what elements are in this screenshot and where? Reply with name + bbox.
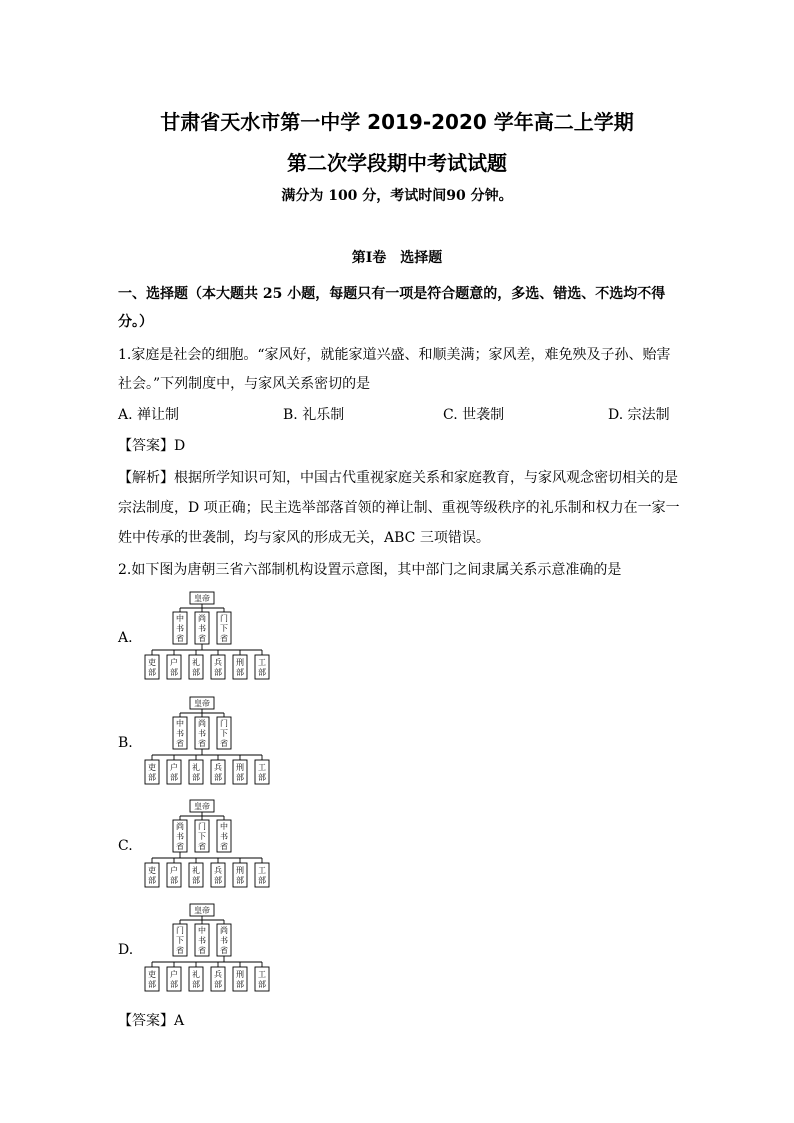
- q2-option-c-label: C.: [118, 838, 133, 854]
- q2-option-a-diagram: [145, 592, 275, 680]
- department-label-3-char: 部: [192, 980, 200, 989]
- department-label-1-char: 部: [148, 876, 156, 885]
- department-label-5-char: 部: [236, 668, 244, 677]
- province-label-3-char: 中: [220, 822, 228, 831]
- department-label-2-char: 部: [170, 773, 178, 782]
- province-label-1-char: 门: [176, 926, 184, 935]
- emperor-label: 皇帝: [194, 906, 210, 915]
- department-label-5-char: 部: [236, 773, 244, 782]
- department-label-2-char: 户: [170, 866, 178, 875]
- q1-option-d: D. 宗法制: [608, 407, 670, 423]
- department-label-2-char: 部: [170, 980, 178, 989]
- department-label-5-char: 部: [236, 876, 244, 885]
- province-label-2-char: 书: [198, 729, 206, 738]
- province-label-1-char: 书: [176, 624, 184, 633]
- province-label-3-char: 书: [220, 832, 228, 841]
- department-label-4-char: 兵: [214, 763, 222, 772]
- instructions-line2: 分。）: [118, 314, 153, 330]
- q1-stem-line2: 社会。”下列制度中，与家风关系密切的是: [118, 376, 371, 392]
- q2-option-d-label: D.: [118, 942, 134, 958]
- province-label-2-char: 书: [198, 624, 206, 633]
- department-label-4-char: 部: [214, 980, 222, 989]
- province-label-1-char: 下: [176, 936, 184, 945]
- province-label-3: [220, 613, 228, 643]
- department-label-3-char: 部: [192, 773, 200, 782]
- province-label-1-char: 省: [176, 634, 184, 643]
- province-label-3: [220, 718, 228, 748]
- province-label-2-char: 书: [198, 936, 206, 945]
- department-label-1-char: 部: [148, 773, 156, 782]
- department-label-4-char: 部: [214, 773, 222, 782]
- department-label-4-char: 兵: [214, 970, 222, 979]
- exam-title-line2: 第二次学段期中考试试题: [287, 151, 507, 175]
- province-label-2-char: 下: [198, 832, 206, 841]
- province-label-3: [220, 821, 228, 851]
- department-label-3-char: 礼: [192, 658, 200, 667]
- department-label-1-char: 吏: [148, 866, 156, 875]
- department-label-6-char: 部: [258, 773, 266, 782]
- emperor-label: 皇帝: [194, 594, 210, 603]
- emperor-label: 皇帝: [194, 802, 210, 811]
- province-label-3-char: 省: [220, 634, 228, 643]
- department-label-2-char: 户: [170, 763, 178, 772]
- department-label-5-char: 刑: [236, 658, 244, 667]
- q2-option-d-diagram: [145, 904, 275, 992]
- province-label-2-char: 省: [198, 946, 206, 955]
- section-name: 选择题: [400, 250, 443, 266]
- q1-answer: 【答案】D: [118, 438, 186, 454]
- province-label-2-char: 尚: [198, 719, 206, 728]
- province-label-1-char: 省: [176, 739, 184, 748]
- department-label-3-char: 部: [192, 668, 200, 677]
- province-label-2-char: 中: [198, 926, 206, 935]
- department-label-6-char: 部: [258, 980, 266, 989]
- department-label-4-char: 部: [214, 668, 222, 677]
- province-label-3-char: 省: [220, 946, 228, 955]
- province-label-1-char: 省: [176, 946, 184, 955]
- q2-option-b-label: B.: [118, 735, 133, 751]
- department-label-3-char: 礼: [192, 763, 200, 772]
- department-label-5-char: 刑: [236, 866, 244, 875]
- department-label-3-char: 礼: [192, 970, 200, 979]
- province-label-2: [198, 613, 206, 643]
- q1-stem-line1: 1.家庭是社会的细胞。“家风好，就能家道兴盛、和顺美满；家风差，难免殃及子孙、贻害: [118, 347, 671, 363]
- province-label-2-char: 尚: [198, 614, 206, 623]
- province-label-2: [198, 925, 206, 955]
- province-label-2-char: 省: [198, 842, 206, 851]
- exam-title-line1: 甘肃省天水市第一中学 2019-2020 学年高二上学期: [160, 110, 634, 134]
- department-label-1-char: 吏: [148, 658, 156, 667]
- q1-option-c: C. 世袭制: [443, 407, 505, 423]
- exam-subtitle: 满分为 100 分，考试时间90 分钟。: [281, 188, 513, 204]
- q1-option-a: A. 禅让制: [118, 407, 180, 423]
- department-label-6-char: 工: [258, 658, 266, 667]
- province-label-2: [198, 821, 206, 851]
- department-label-6-char: 部: [258, 876, 266, 885]
- department-label-6: [258, 658, 266, 677]
- q2-stem: 2.如下图为唐朝三省六部制机构设置示意图，其中部门之间隶属关系示意准确的是: [118, 562, 622, 578]
- department-label-1-char: 部: [148, 668, 156, 677]
- department-label-4-char: 兵: [214, 866, 222, 875]
- province-label-1: [176, 821, 184, 851]
- province-label-3-char: 尚: [220, 926, 228, 935]
- department-label-1-char: 部: [148, 980, 156, 989]
- province-label-1-char: 书: [176, 832, 184, 841]
- emperor-label: 皇帝: [194, 699, 210, 708]
- q1-analysis-line2: 宗法制度，D 项正确；民主选举部落首领的禅让制、重视等级秩序的礼乐制和权力在一家一: [118, 500, 680, 516]
- province-label-3-char: 下: [220, 624, 228, 633]
- section-heading: [0, 247, 794, 267]
- province-label-2-char: 省: [198, 739, 206, 748]
- department-label-6-char: 工: [258, 763, 266, 772]
- department-label-4-char: 部: [214, 876, 222, 885]
- province-label-1-char: 中: [176, 614, 184, 623]
- q1-analysis-line1: 【解析】根据所学知识可知，中国古代重视家庭关系和家庭教育，与家风观念密切相关的是: [118, 470, 678, 486]
- province-label-1-char: 书: [176, 729, 184, 738]
- department-label-6: [258, 763, 266, 782]
- province-label-1-char: 尚: [176, 822, 184, 831]
- province-label-3-char: 下: [220, 729, 228, 738]
- province-label-3-char: 门: [220, 614, 228, 623]
- department-label-2-char: 部: [170, 668, 178, 677]
- department-label-6: [258, 970, 266, 989]
- province-label-1: [176, 613, 184, 643]
- department-label-2-char: 户: [170, 970, 178, 979]
- province-label-3-char: 省: [220, 739, 228, 748]
- province-label-3-char: 书: [220, 936, 228, 945]
- province-label-1: [176, 718, 184, 748]
- department-label-3-char: 部: [192, 876, 200, 885]
- instructions-line1: 一、选择题（本大题共 25 小题，每题只有一项是符合题意的，多选、错选、不选均不得: [118, 286, 666, 302]
- q2-option-b-diagram: [145, 697, 275, 785]
- department-label-4-char: 兵: [214, 658, 222, 667]
- province-label-2-char: 省: [198, 634, 206, 643]
- province-label-1: [176, 925, 184, 955]
- department-label-5-char: 刑: [236, 763, 244, 772]
- q1-option-b: B. 礼乐制: [283, 407, 345, 423]
- province-label-2: [198, 718, 206, 748]
- q2-option-c-diagram: [145, 800, 275, 888]
- department-label-5-char: 刑: [236, 970, 244, 979]
- province-label-3-char: 门: [220, 719, 228, 728]
- department-label-1-char: 吏: [148, 970, 156, 979]
- province-label-3-char: 省: [220, 842, 228, 851]
- province-label-2-char: 门: [198, 822, 206, 831]
- q2-option-a-label: A.: [118, 630, 133, 646]
- department-label-3-char: 礼: [192, 866, 200, 875]
- province-label-1-char: 中: [176, 719, 184, 728]
- department-label-6: [258, 866, 266, 885]
- department-label-5-char: 部: [236, 980, 244, 989]
- province-label-3: [220, 925, 228, 955]
- department-label-6-char: 工: [258, 970, 266, 979]
- department-label-2-char: 户: [170, 658, 178, 667]
- department-label-2-char: 部: [170, 876, 178, 885]
- q2-answer: 【答案】A: [118, 1013, 185, 1029]
- department-label-6-char: 部: [258, 668, 266, 677]
- q1-analysis-line3: 姓中传承的世袭制，均与家风的形成无关，ABC 三项错误。: [118, 530, 490, 546]
- section-part: 第Ⅰ卷: [351, 250, 387, 266]
- province-label-1-char: 省: [176, 842, 184, 851]
- department-label-6-char: 工: [258, 866, 266, 875]
- department-label-1-char: 吏: [148, 763, 156, 772]
